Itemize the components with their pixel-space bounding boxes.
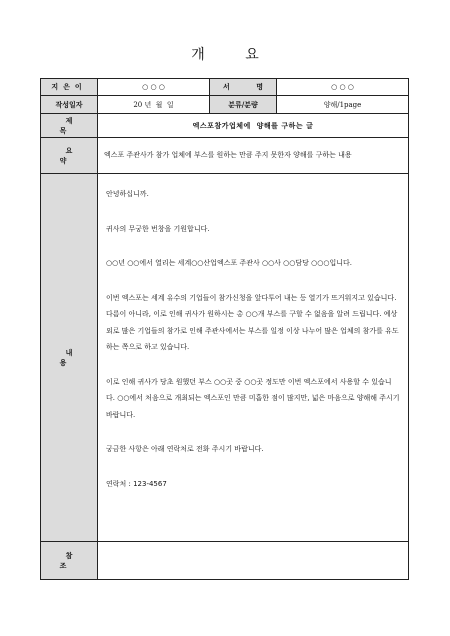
reference-value [98,542,409,580]
content-paragraph-contact-request: 궁금한 사항은 아래 연락처로 전화 주시기 바랍니다. [106,445,264,453]
overview-form [40,78,409,580]
content-paragraph-phone: 연락처 : 123-4567 [106,479,167,488]
summary-row [41,138,409,174]
content-paragraph-notice: 이번 엑스포는 세계 유수의 기업들이 참가신청을 앞다투어 내는 등 열기가 뜨거워지고 있습니다. 다름이 아니라, 이로 인해 귀사가 원하시는 총 ○○개 부스를 구할 수 없음을 알려 드립니다. 예상외로 많은 기업들의 참가로 인해 주관사에서는 부스를 일정 이상 나누어 많은 업체의 참가를 유도하는 쪽으로 하고 있습니다. [106,293,399,351]
date-value: 20 년 월 일 [98,96,210,114]
signature-label: 서 명 [210,79,277,96]
date-row [41,96,409,114]
reference-row [41,542,409,580]
category-value: 양해/1page [277,96,409,114]
author-value: ○ ○ ○ [98,79,210,96]
subject-row [41,114,409,138]
content-paragraph-apology: 이로 인해 귀사가 당초 원했던 부스 ○○곳 중 ○○곳 정도만 이번 엑스포에서 사용할 수 있습니다. ○○에서 처음으로 개최되는 엑스포인 만큼 미흡한 점이 많지만, 넓은 마음으로 양해해 주시기 바랍니다. [106,377,400,419]
content-paragraph-wish: 귀사의 무궁한 번창을 기원합니다. [106,224,210,233]
signature-value: ○ ○ ○ [277,79,409,96]
author-row [41,79,409,96]
summary-value: 엑스포 주관사가 참가 업체에 부스를 원하는 만큼 주지 못한자 양해를 구하는 내용 [98,138,409,174]
summary-label: 요 약 [41,138,98,174]
content-body [98,174,409,542]
date-label: 작성일자 [41,96,98,114]
content-label: 내 용 [41,174,98,542]
subject-value: 엑스포참가업체에 양해를 구하는 글 [98,114,409,138]
content-row [41,174,409,542]
content-paragraph-intro: ○○년 ○○에서 열리는 세계○○산업엑스포 주관사 ○○사 ○○담당 ○○○입니다. [106,259,352,267]
reference-label: 참 조 [41,542,98,580]
category-label: 분류/분량 [210,96,277,114]
document-title: 개 요 [191,47,277,63]
subject-label: 제 목 [41,114,98,138]
author-label: 지은이 [41,79,98,96]
content-paragraph-greeting: 안녕하십니까. [106,190,149,198]
